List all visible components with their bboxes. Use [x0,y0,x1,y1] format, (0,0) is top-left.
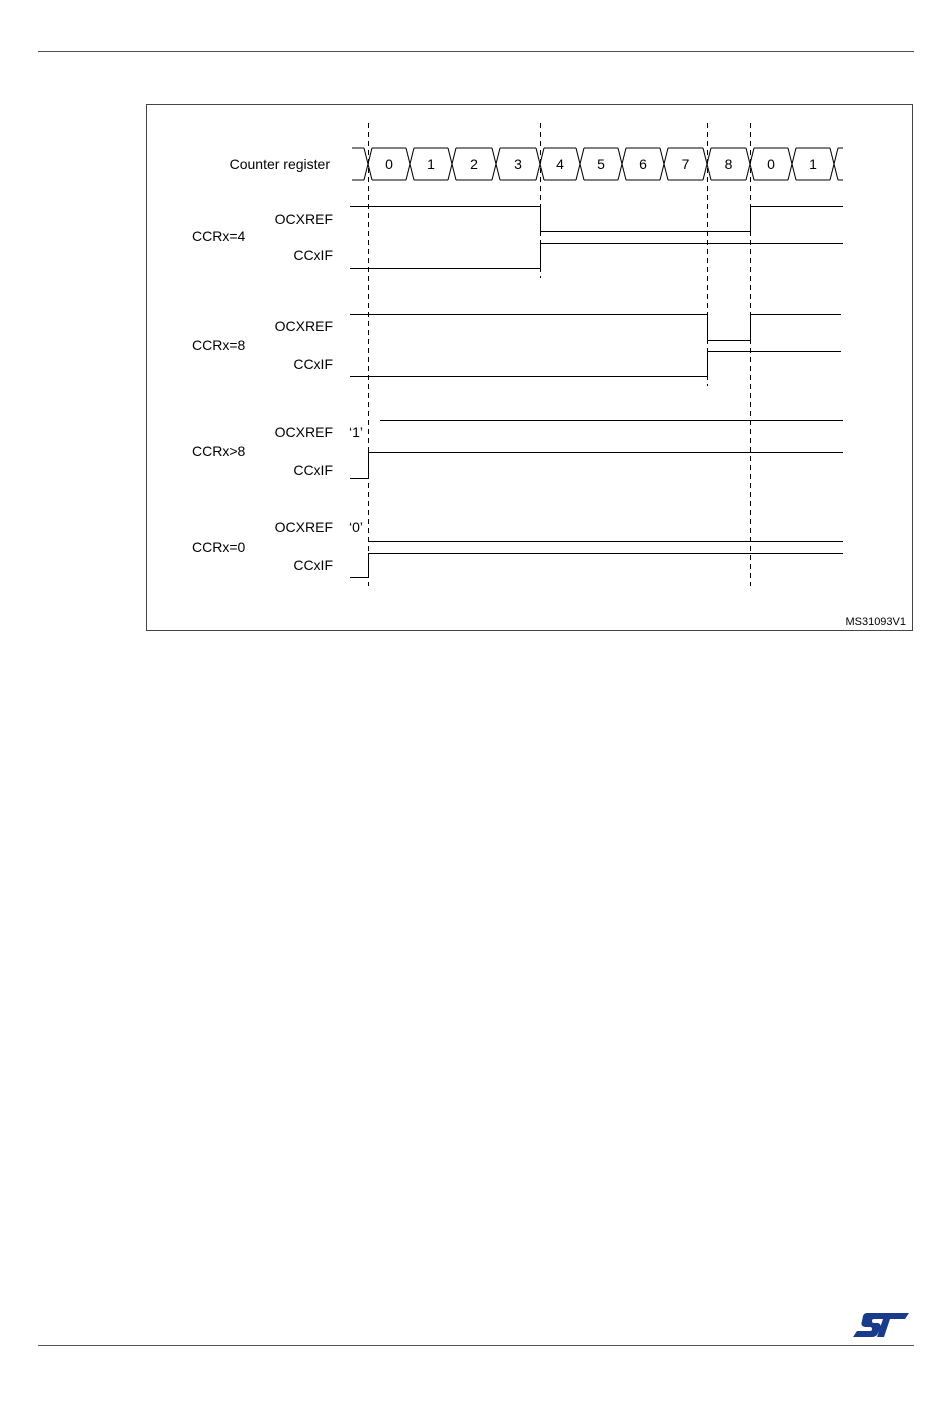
counter-value: 0 [767,156,775,172]
ccrx8-ccxif-wave [350,352,841,377]
group-ccrx0-label: CCRx=0 [192,539,246,555]
ccrxgt8-ccxif-wave [350,453,843,479]
st-logo-icon [852,1311,910,1339]
group-ccrx4-label: CCRx=4 [192,228,246,244]
figure-id: MS31093V1 [845,616,906,628]
group-ccrxgt8-level-note: ‘1’ [349,424,364,440]
group-ccrxgt8-label: CCRx>8 [192,443,246,459]
group-ccrx8-ref-label: OCXREF [274,318,333,334]
group-ccrxgt8-ref-label: OCXREF [274,424,333,440]
counter-value: 0 [385,156,393,172]
counter-value: 1 [809,156,817,172]
ccrx4-ccxif-wave [350,244,843,269]
timing-diagram [0,0,950,660]
counter-values [385,156,817,172]
counter-value: 5 [597,156,605,172]
ccrx4-ocxref-wave [350,207,843,232]
group-ccrx8-label: CCRx=8 [192,337,246,353]
group-ccrx0-level-note: ‘0’ [349,519,364,535]
counter-value: 4 [556,156,564,172]
counter-value: 6 [639,156,647,172]
group-ccrx4-flag-label: CCxIF [293,247,333,263]
group-ccrxgt8-flag-label: CCxIF [293,462,333,478]
counter-value: 2 [470,156,478,172]
footer-rule [38,1345,914,1346]
counter-value: 8 [724,156,733,172]
counter-value: 7 [681,156,690,172]
group-ccrx8-flag-label: CCxIF [293,356,333,372]
group-ccrx4-ref-label: OCXREF [274,211,333,227]
group-ccrx0-ref-label: OCXREF [274,519,333,535]
counter-value: 3 [514,156,522,172]
ccrx0-ccxif-wave [350,554,843,578]
counter-register-label: Counter register [229,156,330,172]
counter-value: 1 [427,156,435,172]
ccrx8-ocxref-wave [350,315,841,341]
group-ccrx0-flag-label: CCxIF [293,557,333,573]
